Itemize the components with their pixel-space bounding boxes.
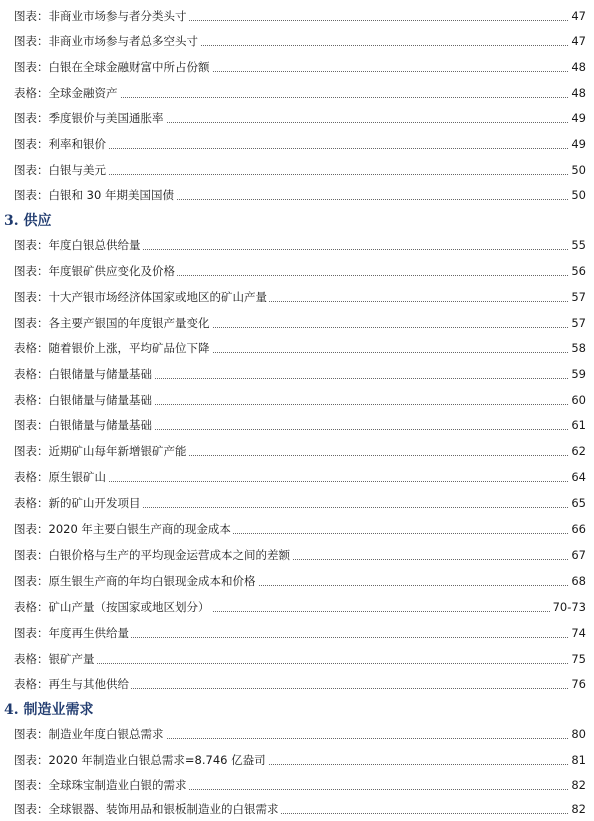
toc-entry-label: 表格：原生银矿山 <box>14 467 108 487</box>
toc-entry[interactable] <box>14 235 586 255</box>
toc-entry[interactable] <box>14 519 586 539</box>
toc-entry-label: 图表：全球珠宝制造业白银的需求 <box>14 775 189 795</box>
toc-entry-page: 59 <box>569 364 586 384</box>
toc-entry-page: 48 <box>569 57 586 77</box>
toc-entry-page: 58 <box>569 338 586 358</box>
toc-entry-page: 82 <box>569 799 586 819</box>
toc-entry-label: 图表：利率和银价 <box>14 134 108 154</box>
toc-entry[interactable] <box>14 415 586 435</box>
toc-entry-label: 图表：年度再生供给量 <box>14 623 131 643</box>
toc-entry[interactable] <box>14 134 586 154</box>
toc-entry-label: 图表：十大产银市场经济体国家或地区的矿山产量 <box>14 287 269 307</box>
toc-entry[interactable] <box>14 493 586 513</box>
toc-entry[interactable] <box>14 108 586 128</box>
toc-entry-label: 图表：非商业市场参与者分类头寸 <box>14 6 189 26</box>
toc-entry[interactable] <box>14 571 586 591</box>
toc-entry-label: 图表：白银在全球金融财富中所占份额 <box>14 57 212 77</box>
toc-entry-label: 图表：白银和 30 年期美国国债 <box>14 185 176 205</box>
toc-entry-label: 表格：随着银价上涨，平均矿品位下降 <box>14 338 212 358</box>
toc-entry-page: 65 <box>569 493 586 513</box>
toc-entry[interactable] <box>14 261 586 281</box>
toc-entry-page: 67 <box>569 545 586 565</box>
toc-entry-label: 图表：原生银生产商的年均白银现金成本和价格 <box>14 571 258 591</box>
toc-entry-label: 表格：新的矿山开发项目 <box>14 493 143 513</box>
toc-entry-label: 图表：白银与美元 <box>14 160 108 180</box>
toc-entry-page: 75 <box>569 649 586 669</box>
toc-entry-page: 55 <box>569 235 586 255</box>
toc-entry[interactable] <box>14 623 586 643</box>
toc-entry-page: 66 <box>569 519 586 539</box>
toc-entry[interactable] <box>14 597 586 617</box>
toc-entry-page: 56 <box>569 261 586 281</box>
toc-entry-page: 50 <box>569 160 586 180</box>
toc-entry-page: 61 <box>569 415 586 435</box>
section-heading-supply[interactable]: 3. 供应 <box>4 213 52 229</box>
leader-dots <box>14 663 586 664</box>
toc-entry[interactable] <box>14 83 586 103</box>
toc-entry[interactable] <box>14 545 586 565</box>
toc-entry-page: 47 <box>569 6 586 26</box>
toc-entry-label: 表格：再生与其他供给 <box>14 674 131 694</box>
toc-entry-page: 49 <box>569 134 586 154</box>
toc-entry[interactable] <box>14 338 586 358</box>
toc-entry-label: 图表：制造业年度白银总需求 <box>14 724 166 744</box>
toc-entry-label: 图表：全球银器、装饰用品和银板制造业的白银需求 <box>14 799 281 819</box>
toc-entry-page: 70-73 <box>551 597 586 617</box>
toc-entry-label: 图表：2020 年制造业白银总需求=8.746 亿盎司 <box>14 750 268 770</box>
toc-entry-label: 图表：季度银价与美国通胀率 <box>14 108 166 128</box>
toc-entry[interactable] <box>14 467 586 487</box>
toc-entry-label: 图表：近期矿山每年新增银矿产能 <box>14 441 189 461</box>
toc-entry[interactable] <box>14 724 586 744</box>
toc-entry-page: 82 <box>569 775 586 795</box>
toc-entry-label: 表格：矿山产量（按国家或地区划分） <box>14 597 212 617</box>
toc-entry-page: 76 <box>569 674 586 694</box>
toc-entry[interactable] <box>14 313 586 333</box>
toc-entry-page: 60 <box>569 390 586 410</box>
section-heading-manufacturing-demand[interactable]: 4. 制造业需求 <box>4 702 94 718</box>
toc-entry[interactable] <box>14 441 586 461</box>
toc-entry-label: 图表：白银价格与生产的平均现金运营成本之间的差额 <box>14 545 292 565</box>
toc-entry[interactable] <box>14 160 586 180</box>
toc-entry-label: 图表：非商业市场参与者总多空头寸 <box>14 31 200 51</box>
toc-entry-label: 表格：全球金融资产 <box>14 83 120 103</box>
toc-entry[interactable] <box>14 799 586 819</box>
toc-entry-page: 81 <box>569 750 586 770</box>
toc-entry-label: 图表：年度白银总供给量 <box>14 235 143 255</box>
toc-entry[interactable] <box>14 57 586 77</box>
toc-entry-page: 64 <box>569 467 586 487</box>
toc-entry-label: 表格：白银储量与储量基础 <box>14 364 154 384</box>
toc-entry-page: 49 <box>569 108 586 128</box>
toc-entry-label: 图表：年度银矿供应变化及价格 <box>14 261 177 281</box>
toc-entry-label: 图表：2020 年主要白银生产商的现金成本 <box>14 519 233 539</box>
toc-entry[interactable] <box>14 775 586 795</box>
toc-entry-page: 80 <box>569 724 586 744</box>
toc-entry[interactable] <box>14 6 586 26</box>
toc-entry-label: 图表：各主要产银国的年度银产量变化 <box>14 313 212 333</box>
toc-entry-page: 50 <box>569 185 586 205</box>
toc-entry-label: 图表：白银储量与储量基础 <box>14 415 154 435</box>
toc-entry-label: 表格：白银储量与储量基础 <box>14 390 154 410</box>
toc-entry[interactable] <box>14 390 586 410</box>
toc-entry-page: 68 <box>569 571 586 591</box>
toc-entry-page: 74 <box>569 623 586 643</box>
toc-entry[interactable] <box>14 649 586 669</box>
toc-entry-page: 57 <box>569 313 586 333</box>
toc-entry[interactable] <box>14 185 586 205</box>
toc-entry[interactable] <box>14 287 586 307</box>
toc-entry[interactable] <box>14 31 586 51</box>
toc-entry-page: 47 <box>569 31 586 51</box>
toc-entry[interactable] <box>14 674 586 694</box>
toc-entry[interactable] <box>14 364 586 384</box>
toc-entry-label: 表格：银矿产量 <box>14 649 97 669</box>
toc-entry[interactable] <box>14 750 586 770</box>
toc-entry-page: 57 <box>569 287 586 307</box>
toc-entry-page: 62 <box>569 441 586 461</box>
toc-entry-page: 48 <box>569 83 586 103</box>
